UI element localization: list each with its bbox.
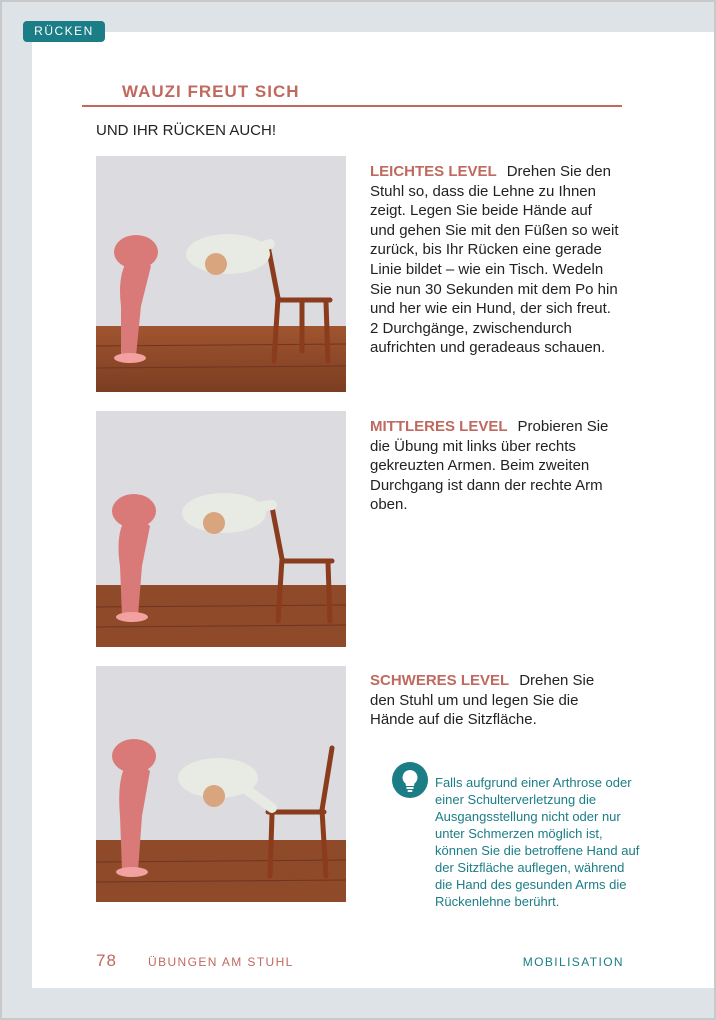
exercise-photo-easy (96, 156, 346, 392)
level-easy-text: Drehen Sie den Stuhl so, dass die Lehne zu Ihnen zeigt. Legen Sie beide Hände auf und gehen Sie mit den Füßen so weit zurück, bis Ihr Rücken eine gerade Linie bildet – wie ein Tisch. Wedeln Sie nun 30 Sekunden mit dem Po hin und her wie ein Hund, der sich freut. 2 Durchgänge, zwischendurch aufrichten und geradeaus schauen. (370, 163, 619, 357)
article-title: WAUZI FREUT SICH (122, 82, 300, 101)
level-hard-text: Drehen Sie den Stuhl um und legen Sie die Hände auf die Sitzfläche. (370, 672, 595, 729)
level-hard (370, 671, 620, 730)
level-medium (370, 417, 620, 515)
exercise-photo-hard (96, 666, 346, 902)
tip-text: Falls aufgrund einer Arthrose oder einer Schulterverletzung die Ausgangsstellung nicht oder nur unter Schmerzen möglich ist, können Sie die betroffene Hand auf der Sitzfläche auflegen, während die Hand des gesunden Arms die Rückenlehne berührt. (435, 775, 640, 909)
level-easy (370, 162, 620, 358)
level-hard-label: SCHWERES LEVEL (370, 672, 510, 689)
article-subtitle: UND IHR RÜCKEN AUCH! (96, 122, 277, 139)
lightbulb-icon (392, 762, 428, 798)
title-divider (82, 105, 622, 107)
page-number: 78 (96, 951, 117, 970)
level-easy-label: LEICHTES LEVEL (370, 163, 497, 180)
level-medium-label: MITTLERES LEVEL (370, 418, 508, 435)
level-medium-text: Probieren Sie die Übung mit links über rechts gekreuzten Armen. Beim zweiten Durchgang ist dann der rechte Arm oben. (370, 418, 609, 514)
exercise-photo-medium (96, 411, 346, 647)
section-tag: RÜCKEN (23, 21, 105, 42)
footer-chapter: ÜBUNGEN AM STUHL (148, 955, 294, 969)
footer-section: MOBILISATION (522, 955, 624, 969)
